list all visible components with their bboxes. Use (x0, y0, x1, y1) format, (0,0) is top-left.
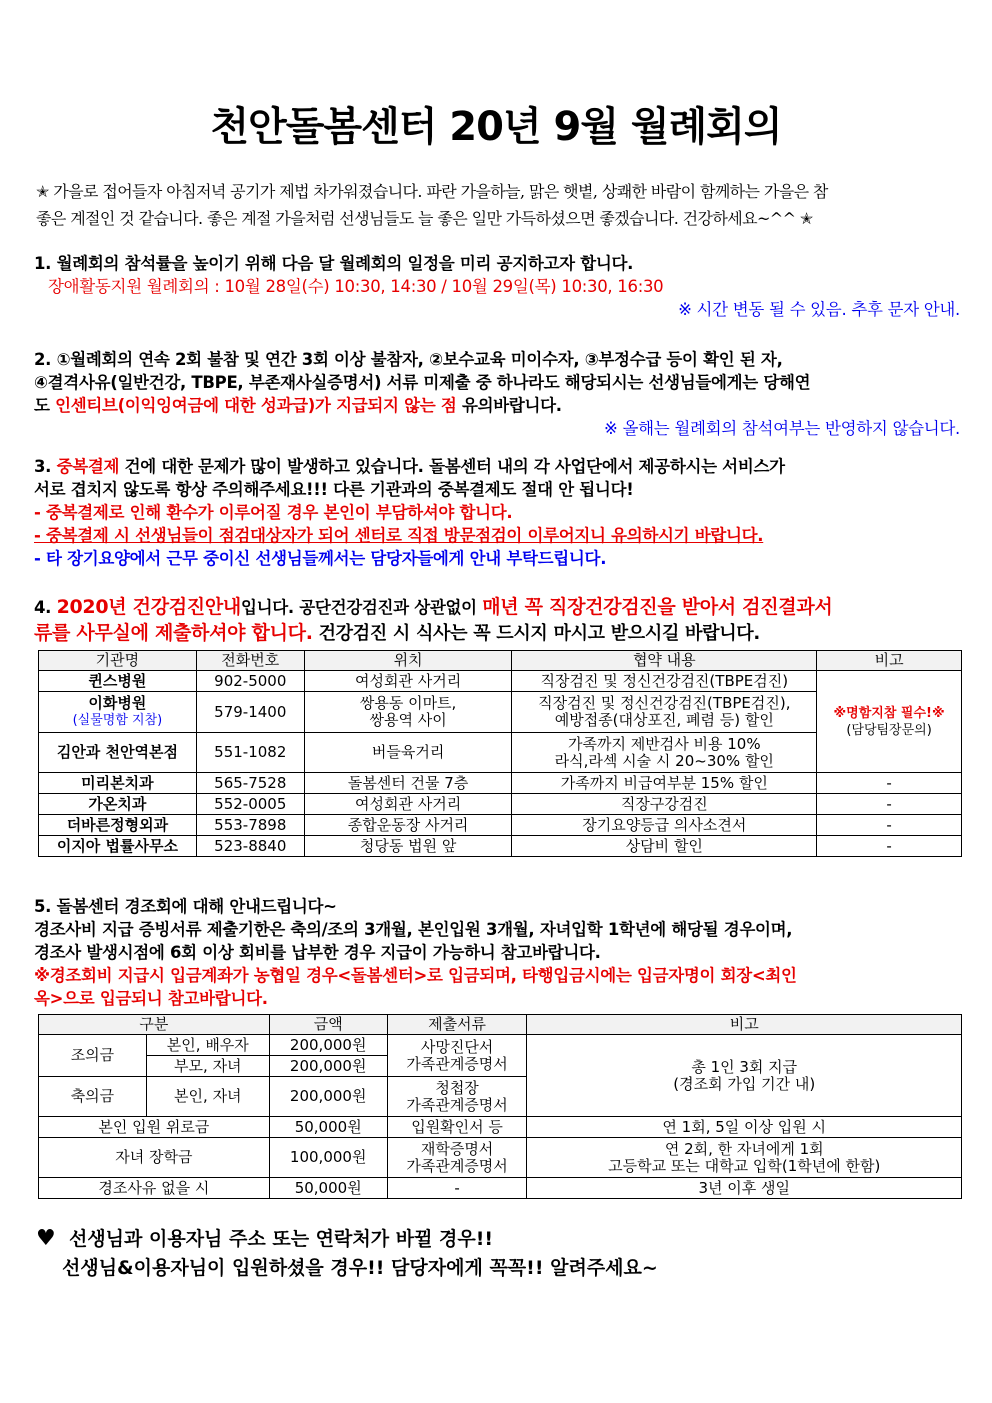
clinic-table (38, 650, 962, 857)
table-row (39, 836, 962, 857)
clinic-deal-cell (512, 733, 817, 773)
document: 가족관계증명서 (406, 1054, 508, 1073)
section-2-line-1: 2. ①월례회의 연속 2회 불참 및 연간 3회 이상 불참자, ②보수교육 미이수자, ③부정수급 등이 확인 된 자, (34, 350, 783, 369)
note: 총 1인 3회 지급 (691, 1057, 798, 1076)
footer-notice (36, 1224, 956, 1283)
clinic-deal: 예방접종(대상포진, 폐렴 등) 할인 (554, 711, 774, 729)
section-2-line-2: ④결격사유(일반건강, TBPE, 부존재사실증명서) 서류 미제출 중 하나라도 해당되시는 선생님들에게는 당해연 (34, 373, 811, 392)
section-5-line-1: 경조사비 지급 증빙서류 제출기한은 축의/조의 3개월, 본인입원 3개월, 자녀입학 1학년에 해당될 경우이며, (34, 920, 793, 939)
section-3-bullet-3: - 타 장기요양에서 근무 중이신 선생님들께서는 담당자들에게 안내 부탁드립니다. (34, 549, 607, 568)
intro-paragraph (36, 178, 958, 232)
clinic-location: 여성회관 사거리 (304, 794, 512, 815)
table-row (39, 671, 962, 692)
section-5-line-2: 경조사 발생시점에 6회 이상 회비를 납부한 경우 지급이 가능하니 참고바랍니다. (34, 943, 601, 962)
clinic-location: 여성회관 사거리 (304, 671, 512, 692)
amount: 200,000원 (269, 1035, 387, 1056)
table-row (39, 794, 962, 815)
section-2 (34, 348, 960, 440)
note-cell (527, 1035, 962, 1117)
clinic-phone: 551-1082 (196, 733, 304, 773)
col-header: 비고 (527, 1015, 962, 1035)
clinic-phone: 565-7528 (196, 773, 304, 794)
section-5-red-1: ※경조회비 지급시 입금계좌가 농협일 경우<돌봄센터>로 입금되며, 타행입금시에는 입금자명이 회장<최인 (34, 966, 797, 985)
clinic-location: 청당동 법원 앞 (304, 836, 512, 857)
footer-line-2: 선생님&이용자님이 입원하셨을 경우!! 담당자에게 꼭꼭!! 알려주세요~ (62, 1257, 658, 1279)
col-header: 제출서류 (387, 1015, 527, 1035)
clinic-deal: 가족까지 제반검사 비용 10% (568, 734, 761, 753)
sub-category: 본인, 자녀 (146, 1077, 269, 1117)
clinic-name: 더바른정형외과 (39, 815, 197, 836)
section-3-line-2: 서로 겹치지 않도록 항상 주의해주세요!!! 다른 기관과의 중복결제도 절대 안 됩니다! (34, 480, 634, 499)
text: 4. (34, 598, 57, 617)
section-3-line-1 (34, 455, 960, 478)
document: - (387, 1178, 527, 1199)
documents-cell (387, 1077, 527, 1117)
amount: 200,000원 (269, 1056, 387, 1077)
clinic-phone: 552-0005 (196, 794, 304, 815)
heart-icon: ♥ (36, 1226, 56, 1251)
clinic-name: 퀸스병원 (39, 671, 197, 692)
amount: 200,000원 (269, 1077, 387, 1117)
section-5-red-2: 옥>으로 입금되니 참고바랍니다. (34, 989, 268, 1008)
col-header: 협약 내용 (512, 651, 817, 671)
clinic-name: 미리본치과 (39, 773, 197, 794)
clinic-phone: 902-5000 (196, 671, 304, 692)
clinic-deal: 직장검진 및 정신건강검진(TBPE검진), (538, 694, 791, 712)
contact-manager-note: (담당팀장문의) (846, 722, 932, 738)
col-header: 위치 (304, 651, 512, 671)
document: 입원확인서 등 (387, 1117, 527, 1138)
document: 재학증명서 (420, 1139, 494, 1158)
text: 유의바랍니다. (456, 396, 562, 415)
footer-text: 선생님과 이용자님 주소 또는 연락처가 바뀔 경우!! (68, 1228, 494, 1250)
checkup-requirement-cont: 류를 사무실에 제출하셔야 합니다. (34, 622, 313, 644)
table-row (39, 815, 962, 836)
clinic-location: 돌봄센터 건물 7층 (304, 773, 512, 794)
category-cell: 본인 입원 위로금 (39, 1117, 270, 1138)
clinic-deal-cell (512, 692, 817, 733)
clinic-location: 버들육거리 (304, 733, 512, 773)
clinic-location: 쌍용역 사이 (369, 711, 447, 729)
clinic-deal: 직장검진 및 정신건강검진(TBPE검진) (512, 671, 817, 692)
table-row (39, 773, 962, 794)
section-3 (34, 455, 960, 570)
amount: 50,000원 (269, 1117, 387, 1138)
text: 입니다. 공단건강검진과 상관없이 (240, 598, 483, 617)
intro-line-2: 좋은 계절인 것 같습니다. 좋은 계절 가을처럼 선생님들도 늘 좋은 일만 가득하셨으면 좋겠습니다. 건강하세요~^^ ✭ (36, 209, 813, 228)
section-1-note: ※ 시간 변동 될 수 있음. 추후 문자 안내. (678, 300, 960, 319)
section-1-schedule: 장애활동지원 월례회의 : 10월 28일(수) 10:30, 14:30 / 10월 29일(목) 10:30, 16:30 (48, 277, 664, 296)
sub-category: 부모, 자녀 (146, 1056, 269, 1077)
sub-category: 본인, 배우자 (146, 1035, 269, 1056)
section-2-note: ※ 올해는 월례회의 참석여부는 반영하지 않습니다. (604, 419, 960, 438)
clinic-location-cell (304, 692, 512, 733)
clinic-phone: 553-7898 (196, 815, 304, 836)
section-3-bullet-2: - 중복결제 시 선생님들이 점검대상자가 되어 센터로 직접 방문점검이 이루어지니 유의하시기 바랍니다. (34, 526, 764, 545)
document: 사망진단서 (420, 1037, 494, 1056)
checkup-title: 2020년 건강검진안내 (56, 596, 241, 618)
clinic-phone: 579-1400 (196, 692, 304, 733)
col-header: 비고 (817, 651, 962, 671)
note: 연 1회, 5일 이상 입원 시 (527, 1117, 962, 1138)
clinic-deal: 장기요양등급 의사소견서 (512, 815, 817, 836)
clinic-deal: 직장구강검진 (512, 794, 817, 815)
section-3-bullet-1: - 중복결제로 인해 환수가 이루어질 경우 본인이 부담하셔야 합니다. (34, 503, 513, 522)
clinic-name: 이지아 법률사무소 (39, 836, 197, 857)
category-cell: 조의금 (39, 1035, 147, 1077)
clinic-name-cell (39, 692, 197, 733)
merged-note-cell (817, 671, 962, 773)
category-cell: 축의금 (39, 1077, 147, 1117)
section-2-line-3 (34, 394, 960, 417)
duplicate-payment-term: 중복결제 (56, 457, 120, 476)
document: 청첩장 (435, 1078, 479, 1097)
category-cell: 경조사유 없을 시 (39, 1178, 270, 1199)
section-4-line-1 (34, 594, 960, 620)
section-4 (34, 594, 960, 646)
card-required-note: ※명함지참 필수!※ (833, 705, 945, 721)
table-row (39, 1138, 962, 1178)
col-header: 구분 (39, 1015, 270, 1035)
text: 건에 대한 문제가 많이 발생하고 있습니다. 돌봄센터 내의 각 사업단에서 제공하시는 서비스가 (119, 457, 785, 476)
checkup-requirement: 매년 꼭 직장건강검진을 받아서 검진결과서 (482, 596, 833, 618)
table-row (39, 1035, 962, 1056)
note: 3년 이후 생일 (527, 1178, 962, 1199)
text: 건강검진 시 식사는 꼭 드시지 마시고 받으시길 바랍니다. (312, 623, 760, 644)
clinic-location: 종합운동장 사거리 (304, 815, 512, 836)
clinic-deal: 상담비 할인 (512, 836, 817, 857)
note-cell (527, 1138, 962, 1178)
text: 도 (34, 396, 56, 415)
clinic-note: - (817, 815, 962, 836)
amount: 100,000원 (269, 1138, 387, 1178)
clinic-name: 가온치과 (39, 794, 197, 815)
col-header: 기관명 (39, 651, 197, 671)
document: 가족관계증명서 (406, 1095, 508, 1114)
clinic-phone: 523-8840 (196, 836, 304, 857)
intro-line-1: ✭ 가을로 접어들자 아침저녁 공기가 제법 차가워졌습니다. 파란 가을하늘, 맑은 햇볕, 상쾌한 바람이 함께하는 가을은 참 (36, 182, 828, 201)
documents-cell (387, 1138, 527, 1178)
section-1-heading: 1. 월례회의 참석률을 높이기 위해 다음 달 월례회의 일정을 미리 공지하고자 합니다. (34, 254, 634, 273)
amount: 50,000원 (269, 1178, 387, 1199)
section-5-heading: 5. 돌봄센터 경조회에 대해 안내드립니다~ (34, 897, 337, 916)
clinic-deal: 라식,라섹 시술 시 20~30% 할인 (554, 751, 774, 770)
table-row (39, 1178, 962, 1199)
col-header: 금액 (269, 1015, 387, 1035)
condolence-table-header (39, 1015, 962, 1035)
text: 3. (34, 457, 57, 476)
col-header: 전화번호 (196, 651, 304, 671)
note: 연 2회, 한 자녀에게 1회 (664, 1139, 824, 1158)
clinic-deal: 가족까지 비급여부분 15% 할인 (512, 773, 817, 794)
clinic-table-header (39, 651, 962, 671)
documents-cell (387, 1035, 527, 1077)
clinic-note: - (817, 773, 962, 794)
clinic-sub-note: (실물명함 지참) (72, 713, 163, 728)
section-4-line-2 (34, 620, 960, 646)
condolence-table (38, 1014, 962, 1199)
section-1 (34, 252, 960, 321)
section-5 (34, 895, 960, 1010)
document: 가족관계증명서 (406, 1156, 508, 1175)
clinic-name: 김안과 천안역본점 (39, 733, 197, 773)
clinic-note: - (817, 836, 962, 857)
table-row (39, 1117, 962, 1138)
page-title: 천안돌봄센터 20년 9월 월례회의 (210, 104, 782, 150)
incentive-warning: 인센티브(이익잉여금에 대한 성과급)가 지급되지 않는 점 (55, 396, 457, 415)
category-cell: 자녀 장학금 (39, 1138, 270, 1178)
clinic-name: 이화병원 (88, 694, 147, 712)
footer-line-1 (36, 1224, 956, 1254)
clinic-note: - (817, 794, 962, 815)
note: (경조회 가입 기간 내) (673, 1074, 816, 1093)
note: 고등학교 또는 대학교 입학(1학년에 한함) (608, 1156, 881, 1175)
clinic-location: 쌍용동 이마트, (359, 694, 457, 712)
